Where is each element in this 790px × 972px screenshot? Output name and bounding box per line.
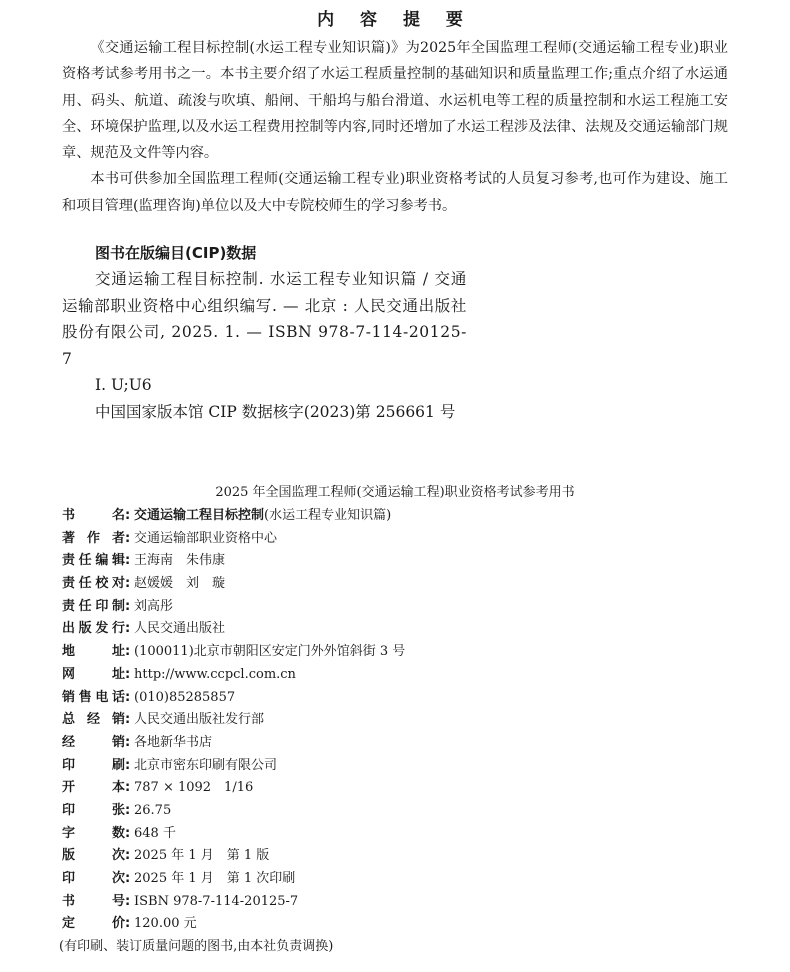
colophon-value: 王海南 朱伟康 <box>134 553 226 569</box>
colophon-label-char: 本 <box>111 780 125 796</box>
colophon-colon: : <box>125 530 131 546</box>
colophon-row <box>62 528 662 551</box>
colophon-label <box>62 573 125 596</box>
colophon-value: (100011)北京市朝阳区安定门外外馆斜街 3 号 <box>134 644 406 660</box>
colophon-label <box>62 618 125 641</box>
colophon-label-char: 作 <box>86 530 100 546</box>
colophon-colon: : <box>125 780 131 796</box>
colophon-label-char: 著 <box>62 530 76 546</box>
colophon-label-char: 销 <box>111 712 125 728</box>
colophon-label-char: 张 <box>111 802 125 818</box>
colophon-label-char: 版 <box>62 848 76 864</box>
colophon-colon: : <box>125 825 131 841</box>
colophon-label <box>62 732 125 755</box>
colophon-label <box>62 641 125 664</box>
colophon-label-char: 对 <box>111 576 125 592</box>
cip-description: 交通运输工程目标控制. 水运工程专业知识篇 / 交通运输部职业资格中心组织编写. — 北京 : 人民交通出版社股份有限公司, 2025. 1. — ISBN 978-7-114-20125-7 <box>62 270 467 368</box>
colophon-label-char: 销 <box>111 734 125 750</box>
quality-note: (有印刷、装订质量问题的图书,由本社负责调换) <box>59 939 334 955</box>
colophon-label-char: 任 <box>78 598 92 614</box>
colophon-label-char: 书 <box>62 508 76 523</box>
colophon-label-char: 责 <box>62 598 76 614</box>
colophon-value: 2025 年 1 月 第 1 版 <box>134 848 270 864</box>
colophon-label <box>62 528 125 551</box>
cip-record-number: 中国国家版本馆 CIP 数据核字(2023)第 256661 号 <box>95 402 456 421</box>
colophon-label-char: 经 <box>86 712 100 728</box>
colophon-colon: : <box>125 712 131 728</box>
colophon-label-char: 总 <box>62 712 76 728</box>
colophon-row <box>62 505 662 528</box>
colophon-value: 787 × 1092 1/16 <box>134 780 254 796</box>
colophon-row <box>62 777 662 800</box>
colophon-value-suffix: (水运工程专业知识篇) <box>264 508 392 523</box>
colophon-row <box>62 709 662 732</box>
colophon-value: http://www.ccpcl.com.cn <box>134 666 296 682</box>
colophon-label <box>62 664 125 687</box>
colophon-row <box>62 664 662 687</box>
colophon-label-char: 开 <box>62 780 76 796</box>
colophon-value: 交通运输工程目标控制 <box>134 508 265 523</box>
colophon-label-char: 责 <box>62 553 76 569</box>
colophon-value: ISBN 978-7-114-20125-7 <box>134 893 299 909</box>
colophon-label-char: 书 <box>62 893 76 909</box>
colophon-colon: : <box>125 893 131 909</box>
colophon-label-char: 售 <box>78 689 92 705</box>
colophon-colon: : <box>125 802 131 818</box>
colophon-value: 赵媛媛 刘 璇 <box>134 576 226 592</box>
colophon-label <box>62 845 125 868</box>
colophon-label-char: 定 <box>62 916 76 932</box>
colophon-label-char: 印 <box>95 598 109 614</box>
colophon-label-char: 销 <box>62 689 76 705</box>
colophon-value: 648 千 <box>134 825 176 841</box>
colophon-table <box>59 505 662 959</box>
colophon-label-char: 话 <box>111 689 125 705</box>
colophon-label-char: 数 <box>111 825 125 841</box>
colophon-label-char: 次 <box>111 871 125 886</box>
colophon-label-char: 任 <box>78 576 92 592</box>
colophon-colon: : <box>125 734 131 750</box>
colophon-label-char: 电 <box>95 689 109 705</box>
colophon-label-char: 次 <box>111 848 125 864</box>
colophon-label-char: 发 <box>95 621 109 637</box>
colophon-value: 各地新华书店 <box>134 734 213 750</box>
colophon-label <box>62 800 125 823</box>
summary-paragraph: 《交通运输工程目标控制(水运工程专业知识篇)》为2025年全国监理工程师(交通运输工程专业)职业资格考试参考用书之一。本书主要介绍了水运工程质量控制的基础知识和质量监理工作;重点介绍了水运通用、码头、航道、疏浚与吹填、船闸、干船坞与船台滑道、水运机电等工程的质量控制和水运工程施工安全、环境保护监理,以及水运工程费用控制等内容,同时还增加了水运工程涉及法律、法规及交通运输部门规章、规范及文件等内容。 <box>62 40 728 162</box>
colophon-value: 120.00 元 <box>134 916 197 932</box>
colophon-label <box>62 913 125 936</box>
colophon-row <box>62 800 662 823</box>
colophon-value: 刘高彤 <box>134 598 174 614</box>
colophon-row <box>62 618 662 641</box>
colophon-row <box>62 913 662 936</box>
series-title: 2025 年全国监理工程师(交通运输工程)职业资格考试参考用书 <box>215 485 575 500</box>
colophon-colon: : <box>125 553 131 569</box>
colophon-row <box>62 687 662 710</box>
colophon-label-char: 校 <box>95 576 109 592</box>
summary-section <box>62 35 728 219</box>
colophon-label-char: 辑 <box>111 553 125 569</box>
colophon-row <box>62 732 662 755</box>
colophon-label <box>62 868 125 891</box>
colophon-value: 2025 年 1 月 第 1 次印刷 <box>134 871 296 886</box>
colophon-label <box>62 755 125 778</box>
colophon-value: 人民交通出版社发行部 <box>134 712 265 728</box>
colophon-colon: : <box>125 644 131 660</box>
colophon-row <box>62 755 662 778</box>
colophon-row <box>62 573 662 596</box>
colophon-label-char: 责 <box>62 576 76 592</box>
colophon-label <box>62 823 125 846</box>
colophon-label-char: 印 <box>62 757 76 773</box>
colophon-label-char: 者 <box>111 530 125 546</box>
colophon-label <box>62 777 125 800</box>
colophon-label-char: 印 <box>62 871 76 886</box>
colophon-label <box>62 891 125 914</box>
colophon-label-char: 印 <box>62 802 76 818</box>
colophon-row <box>62 641 662 664</box>
colophon-value: (010)85285857 <box>134 689 236 705</box>
colophon-label-char: 址 <box>111 666 125 682</box>
colophon-value: 交通运输部职业资格中心 <box>134 530 278 546</box>
colophon-row <box>62 550 662 573</box>
colophon-label-char: 字 <box>62 825 76 841</box>
colophon-row <box>62 596 662 619</box>
colophon-value: 26.75 <box>134 802 172 818</box>
cip-classification: Ⅰ. U;U6 <box>95 376 152 394</box>
colophon-label <box>62 505 125 528</box>
cip-block <box>62 240 467 425</box>
colophon-label-char: 号 <box>111 893 125 909</box>
colophon-label <box>62 550 125 573</box>
colophon-colon: : <box>125 689 131 705</box>
colophon-colon: : <box>125 576 131 592</box>
colophon-label-char: 价 <box>111 916 125 932</box>
colophon-label-char: 任 <box>78 553 92 569</box>
colophon-row <box>62 845 662 868</box>
colophon-colon: : <box>125 757 131 773</box>
colophon-row <box>62 868 662 891</box>
colophon-colon: : <box>125 848 131 864</box>
colophon-colon: : <box>125 871 131 886</box>
colophon-value: 人民交通出版社 <box>134 621 226 637</box>
colophon-label-char: 经 <box>62 734 76 750</box>
colophon-row <box>62 891 662 914</box>
colophon-label-char: 行 <box>111 621 125 637</box>
colophon-label-char: 出 <box>62 621 76 637</box>
colophon-label-char: 名 <box>111 508 125 523</box>
colophon-label-char: 刷 <box>111 757 125 773</box>
colophon-label-char: 网 <box>62 666 76 682</box>
colophon-label <box>62 596 125 619</box>
cip-heading: 图书在版编目(CIP)数据 <box>95 244 257 262</box>
colophon-colon: : <box>125 916 131 932</box>
summary-title: 内 容 提 要 <box>317 10 473 30</box>
colophon-label-char: 址 <box>111 644 125 660</box>
colophon-colon: : <box>125 666 131 682</box>
colophon-label <box>62 709 125 732</box>
colophon-value: 北京市密东印刷有限公司 <box>134 757 278 773</box>
colophon-row <box>62 823 662 846</box>
summary-paragraph: 本书可供参加全国监理工程师(交通运输工程专业)职业资格考试的人员复习参考,也可作为建设、施工和项目管理(监理咨询)单位以及大中专院校师生的学习参考书。 <box>62 171 728 214</box>
colophon-label-char: 制 <box>111 598 125 614</box>
colophon-label-char: 地 <box>62 644 76 660</box>
colophon-colon: : <box>125 621 131 637</box>
colophon-label-char: 编 <box>95 553 109 569</box>
colophon-colon: : <box>125 508 131 523</box>
colophon-label <box>62 687 125 710</box>
colophon-label-char: 版 <box>78 621 92 637</box>
colophon-colon: : <box>125 598 131 614</box>
